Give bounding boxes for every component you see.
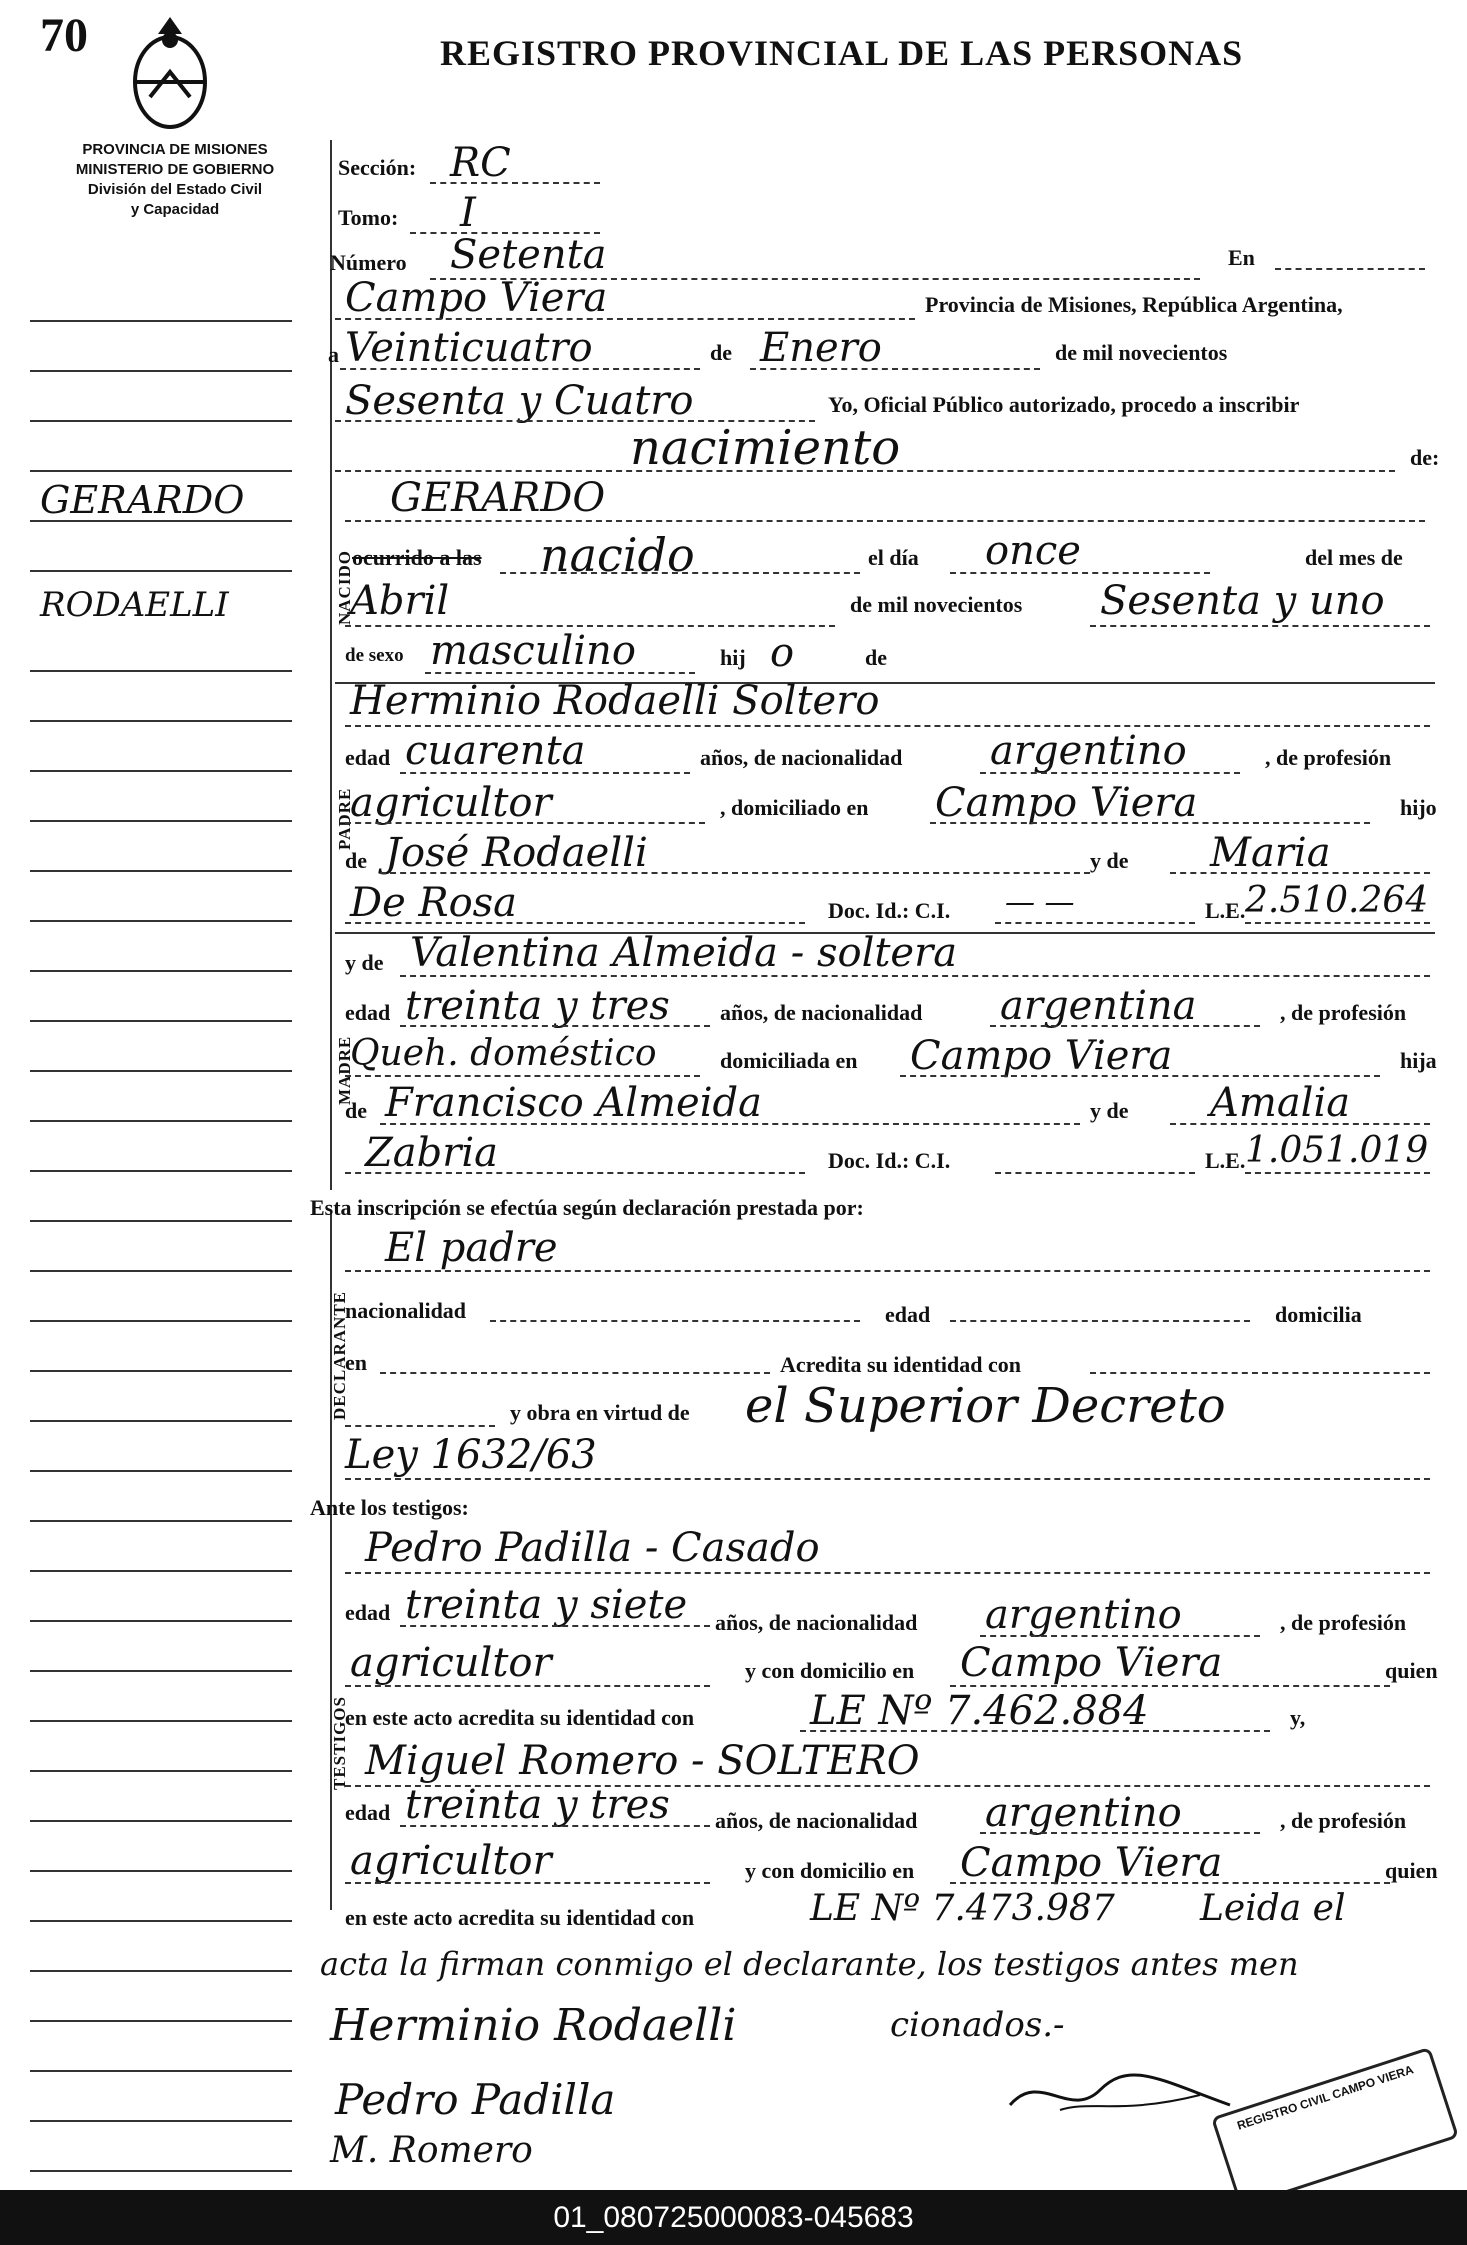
testigo2-edad-line [400,1825,710,1827]
testigo2-profesion-line [345,1882,710,1884]
document-title: REGISTRO PROVINCIAL DE LAS PERSONAS [440,33,1244,73]
testigo1-profesion-line [345,1685,710,1687]
hijo-sufijo-value: o [770,630,795,676]
abuela-materna-1-value: Amalia [1210,1080,1351,1126]
y-coma-label: y, [1290,1705,1306,1730]
madre-le-value: 1.051.019 [1245,1130,1429,1171]
org-line: División del Estado Civil [87,181,263,198]
y-de-label-2: y de [345,950,384,975]
le-label: L.E. [1205,898,1246,923]
yo-oficial-label: Yo, Oficial Público autorizado, procedo a inscribir [828,392,1300,417]
anos-nac-label-3: años, de nacionalidad [715,1610,918,1635]
de-label: de [710,340,732,365]
decreto-value: el Superior Decreto [745,1378,1226,1434]
en-line [1275,268,1425,270]
abuela-paterna-1-line [1170,872,1430,874]
padre-profesion-value: agricultor [350,780,552,826]
nombre-line [345,520,1425,522]
abuelo-materno-value: Francisco Almeida [385,1080,762,1126]
cierre-text: acta la firman conmigo el declarante, los testigos antes men [320,1945,1299,1983]
ocurrido-label: ocurrido a las [352,545,482,570]
mes-nac-line [345,625,835,627]
testigo2-doc-value: LE Nº 7.473.987 [810,1888,1115,1929]
dia-nac-value: once [985,528,1081,574]
seccion-value: RC [450,140,511,186]
nacido-section-label: NACIDO [335,550,354,625]
declarante-en-line [380,1372,770,1374]
abuela-paterna-2-value: De Rosa [350,880,518,926]
margin-given-name: GERARDO [40,478,245,522]
abuelo-paterno-line [380,872,1090,874]
de-mil2-label: de mil novecientos [850,592,1023,617]
declarante-edad-line [950,1320,1250,1322]
madre-domicilio-value: Campo Viera [910,1033,1173,1079]
dia-nac-line [950,572,1210,574]
madre-nombre-line [400,975,1430,977]
testigo2-value: Miguel Romero - SOLTERO [365,1738,920,1784]
padre-nacionalidad-value: argentino [990,728,1187,774]
esta-inscripcion-label: Esta inscripción se efectúa según declaración prestada por: [310,1195,864,1220]
dia-inscripcion-value: Veinticuatro [345,325,593,371]
edad-label-5: edad [345,1800,391,1825]
abuela-materna-2-line [345,1172,805,1174]
firma-testigo1: Pedro Padilla [335,2075,616,2124]
testigo2-domicilio-line [950,1882,1390,1884]
lugar-line [335,318,915,320]
sexo-value: masculino [430,628,636,674]
sexo-line [425,672,695,674]
registry-stamp: REGISTRO CIVIL CAMPO VIERA [1211,2047,1459,2208]
ley-value: Ley 1632/63 [345,1432,597,1478]
anos-nac-label: años, de nacionalidad [700,745,903,770]
ante-label: Ante los testigos: [310,1495,469,1520]
domiciliada-label: domiciliada en [720,1048,858,1073]
edad-label-4: edad [345,1600,391,1625]
anos-nac-label-4: años, de nacionalidad [715,1808,918,1833]
hora-line [500,572,860,574]
madre-section-label: MADRE [335,1035,354,1105]
padre-section-label: PADRE [335,787,354,850]
madre-nacionalidad-value: argentina [1000,983,1197,1029]
testigo2-edad-value: treinta y tres [405,1782,670,1828]
en-este-acto-label-2: en este acto acredita su identidad con [345,1905,695,1930]
edad-label-2: edad [345,1000,391,1025]
madre-edad-value: treinta y tres [405,983,670,1029]
padre-nombre-value: Herminio Rodaelli Soltero [350,678,880,724]
de-profesion-label: , de profesión [1265,745,1392,770]
testigo1-doc-line [800,1730,1270,1732]
con-domicilio-label: y con domicilio en [745,1658,915,1683]
padre-domicilio-value: Campo Viera [935,780,1198,826]
abuela-materna-1-line [1170,1123,1430,1125]
abuelo-materno-line [380,1123,1080,1125]
testigo1-nacionalidad-line [980,1635,1260,1637]
de-label-4: de [345,1098,367,1123]
main-border [330,140,332,1190]
domiciliado-label: , domiciliado en [720,795,869,820]
abuelo-paterno-value: José Rodaelli [385,830,648,876]
de-profesion-label-2: , de profesión [1280,1000,1407,1025]
padre-edad-value: cuarenta [405,728,586,774]
mes-inscripcion-value: Enero [760,325,882,371]
en-label-2: en [345,1350,367,1375]
padre-profesion-line [345,822,705,824]
acredita-line [1090,1372,1430,1374]
padre-edad-line [400,772,690,774]
margin-surname: RODAELLI [40,585,229,625]
declarante-nacionalidad-line [490,1320,860,1322]
declarante-section-label: DECLARANTE [330,1290,349,1420]
de-mil-label: de mil novecientos [1055,340,1228,365]
madre-nacionalidad-line [990,1025,1260,1027]
de-profesion-label-3: , de profesión [1280,1610,1407,1635]
testigo1-edad-value: treinta y siete [405,1582,688,1628]
domicilia-label: domicilia [1275,1302,1362,1327]
padre-le-value: 2.510.264 [1245,880,1429,921]
cierre2-text: cionados.- [890,2005,1065,2045]
anio-inscripcion-value: Sesenta y Cuatro [345,378,694,424]
madre-edad-line [400,1025,710,1027]
declarante-value: El padre [385,1225,558,1271]
firma-testigo2: M. Romero [330,2130,533,2171]
testigo2-nacionalidad-line [980,1832,1260,1834]
doc-id-label-2: Doc. Id.: C.I. [828,1148,951,1173]
padre-ci-value: — — [1005,885,1075,920]
padre-ci-line [995,922,1195,924]
edad-label-3: edad [885,1302,931,1327]
testigo1-edad-line [400,1625,710,1627]
madre-profesion-line [345,1075,700,1077]
testigo1-profesion-value: agricultor [350,1640,552,1686]
nombre-value: GERARDO [390,475,606,521]
madre-domicilio-line [900,1075,1380,1077]
madre-profesion-value: Queh. doméstico [350,1033,657,1074]
del-mes-label: del mes de [1305,545,1403,570]
document-code: 01_080725000083-045683 [0,2190,1467,2245]
leida-value: Leida el [1200,1888,1346,1929]
de-profesion-label-4: , de profesión [1280,1808,1407,1833]
padre-nombre-line [345,725,1430,727]
hija-label: hija [1400,1048,1437,1073]
de-colon-label: de: [1410,445,1440,470]
y-de-label-3: y de [1090,1098,1129,1123]
de-label-2: de [865,645,887,670]
mes-inscripcion-line [750,368,1040,370]
madre-ci-line [995,1172,1195,1174]
org-line: MINISTERIO DE GOBIERNO [75,161,275,178]
tomo-value: I [460,190,476,236]
el-dia-label: el día [868,545,919,570]
doc-id-label: Doc. Id.: C.I. [828,898,951,923]
hora-value: nacido [540,528,695,582]
a-label: a [328,342,339,367]
testigo1-nacionalidad-value: argentino [985,1592,1182,1638]
quien-label-2: quien [1385,1858,1438,1883]
abuela-paterna-2-line [345,922,805,924]
coat-of-arms-icon [120,12,220,137]
issuing-organization [40,140,310,220]
lugar-value: Campo Viera [345,275,608,321]
firma-padre: Herminio Rodaelli [330,2000,737,2051]
anio-nac-value: Sesenta y uno [1100,578,1385,624]
anio-nac-line [1090,625,1430,627]
seccion-label: Sección: [338,155,417,180]
acto-value: nacimiento [630,420,901,476]
page-number: 70 [40,9,88,62]
edad-label: edad [345,745,391,770]
declarante-line [345,1270,1430,1272]
anos-nac-label-2: años, de nacionalidad [720,1000,923,1025]
padre-domicilio-line [930,822,1370,824]
abuela-paterna-1-value: Maria [1210,830,1331,876]
obra-pre-line [345,1425,495,1427]
official-signature [1000,2060,1240,2130]
hij-label: hij [720,645,746,670]
seccion-line [430,182,600,184]
quien-label: quien [1385,1658,1438,1683]
padre-nacionalidad-line [980,772,1240,774]
provincia-label: Provincia de Misiones, República Argentina, [925,292,1343,317]
en-label: En [1228,245,1255,270]
con-domicilio-label-2: y con domicilio en [745,1858,915,1883]
abuela-materna-2-value: Zabria [365,1130,499,1176]
acto-line [335,470,1395,472]
testigo2-profesion-value: agricultor [350,1838,552,1884]
de-label-3: de [345,848,367,873]
en-este-acto-label: en este acto acredita su identidad con [345,1705,695,1730]
testigo1-domicilio-line [950,1685,1390,1687]
de-sexo-label: de sexo [345,645,404,666]
testigo2-domicilio-value: Campo Viera [960,1840,1223,1886]
numero-value: Setenta [450,232,607,278]
dia-inscripcion-line [340,368,700,370]
testigos-section-label: TESTIGOS [330,1696,349,1790]
le-label-2: L.E. [1205,1148,1246,1173]
padre-le-line [1245,922,1430,924]
y-de-label: y de [1090,848,1129,873]
org-line: y Capacidad [130,201,220,218]
tomo-label: Tomo: [338,205,399,230]
numero-label: Número [330,250,407,275]
org-line: PROVINCIA DE MISIONES [82,141,268,158]
nacionalidad-label: nacionalidad [345,1298,467,1323]
testigo2-nacionalidad-value: argentino [985,1790,1182,1836]
mes-nac-value: Abril [350,578,450,624]
testigo1-value: Pedro Padilla - Casado [365,1525,820,1571]
acredita-label: Acredita su identidad con [780,1352,1022,1377]
testigo1-line [345,1572,1430,1574]
hijo-label: hijo [1400,795,1437,820]
obra-label: y obra en virtud de [510,1400,690,1425]
madre-nombre-value: Valentina Almeida - soltera [410,930,958,976]
testigo1-doc-value: LE Nº 7.462.884 [810,1688,1149,1734]
testigo1-domicilio-value: Campo Viera [960,1640,1223,1686]
ley-line [345,1478,1430,1480]
madre-le-line [1245,1172,1430,1174]
